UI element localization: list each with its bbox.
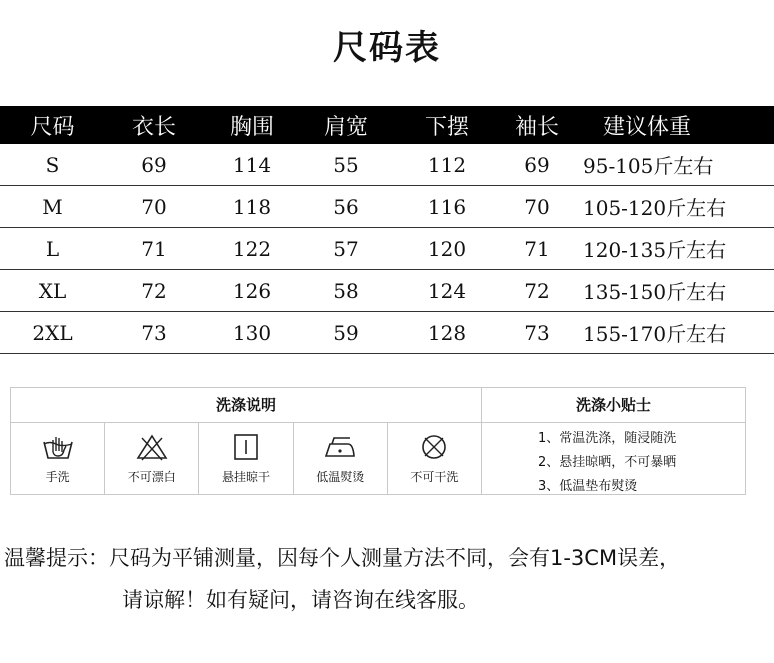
low-iron-icon xyxy=(322,432,358,462)
table-cell: 69 xyxy=(105,144,203,186)
table-cell: 118 xyxy=(203,186,301,228)
table-cell: 57 xyxy=(301,228,391,270)
table-cell: 112 xyxy=(391,144,503,186)
table-cell: 120 xyxy=(391,228,503,270)
care-tip: 3、低温垫布熨烫 xyxy=(538,479,638,494)
table-cell: 72 xyxy=(105,270,203,312)
table-cell: 124 xyxy=(391,270,503,312)
care-tips-list xyxy=(482,423,745,499)
table-cell: 56 xyxy=(301,186,391,228)
table-row xyxy=(0,312,774,354)
table-header-row xyxy=(0,106,774,144)
care-tips-title: 洗涤小贴士 xyxy=(482,388,745,423)
header-size: 尺码 xyxy=(0,106,105,144)
care-title: 洗涤说明 xyxy=(11,388,481,423)
table-cell: 73 xyxy=(503,312,571,354)
notice-line-2: 请谅解！如有疑问，请咨询在线客服。 xyxy=(122,588,479,612)
line-dry-icon xyxy=(228,432,264,462)
care-item-line-dry xyxy=(199,423,293,494)
table-cell: L xyxy=(0,228,105,270)
table-cell: 105-120斤左右 xyxy=(571,186,774,228)
size-table xyxy=(0,106,774,354)
table-cell: 155-170斤左右 xyxy=(571,312,774,354)
header-weight: 建议体重 xyxy=(571,106,774,144)
page-title: 尺码表 xyxy=(333,28,441,68)
table-cell: 128 xyxy=(391,312,503,354)
table-cell: XL xyxy=(0,270,105,312)
care-instructions-box xyxy=(10,387,746,495)
care-item-no-bleach xyxy=(105,423,199,494)
header-shoulder: 肩宽 xyxy=(301,106,391,144)
table-cell: 135-150斤左右 xyxy=(571,270,774,312)
table-cell: 59 xyxy=(301,312,391,354)
table-cell: 114 xyxy=(203,144,301,186)
care-icons-row xyxy=(11,423,481,494)
table-cell: 71 xyxy=(503,228,571,270)
care-label: 低温熨烫 xyxy=(316,470,365,484)
no-dry-clean-icon xyxy=(416,432,452,462)
notice-line-1: 温馨提示：尺码为平铺测量，因每个人测量方法不同，会有1-3CM误差， xyxy=(4,546,681,570)
care-tips-panel xyxy=(482,388,745,494)
table-cell: 120-135斤左右 xyxy=(571,228,774,270)
table-cell: 73 xyxy=(105,312,203,354)
care-item-no-dry-clean xyxy=(388,423,481,494)
care-icons-panel xyxy=(11,388,482,494)
table-cell: 71 xyxy=(105,228,203,270)
care-item-low-iron xyxy=(294,423,388,494)
table-cell: 58 xyxy=(301,270,391,312)
care-tip: 2、悬挂晾晒，不可暴晒 xyxy=(538,455,677,470)
table-row xyxy=(0,228,774,270)
table-cell: 70 xyxy=(105,186,203,228)
table-cell: 55 xyxy=(301,144,391,186)
header-sleeve: 袖长 xyxy=(503,106,571,144)
table-cell: 116 xyxy=(391,186,503,228)
care-label: 手洗 xyxy=(45,470,70,484)
notice-text xyxy=(4,537,770,621)
header-length: 衣长 xyxy=(105,106,203,144)
table-cell: 122 xyxy=(203,228,301,270)
care-tip: 1、常温洗涤，随浸随洗 xyxy=(538,431,677,446)
care-item-hand-wash xyxy=(11,423,105,494)
table-cell: 95-105斤左右 xyxy=(571,144,774,186)
table-cell: 69 xyxy=(503,144,571,186)
table-cell: 130 xyxy=(203,312,301,354)
table-cell: M xyxy=(0,186,105,228)
table-cell: 70 xyxy=(503,186,571,228)
header-chest: 胸围 xyxy=(203,106,301,144)
care-label: 不可干洗 xyxy=(410,470,459,484)
care-label: 不可漂白 xyxy=(127,470,176,484)
table-cell: 126 xyxy=(203,270,301,312)
table-cell: 2XL xyxy=(0,312,105,354)
header-hem: 下摆 xyxy=(391,106,503,144)
no-bleach-icon xyxy=(134,432,170,462)
table-row xyxy=(0,186,774,228)
care-label: 悬挂晾干 xyxy=(222,470,271,484)
hand-wash-icon xyxy=(40,432,76,462)
table-row xyxy=(0,270,774,312)
table-cell: S xyxy=(0,144,105,186)
table-cell: 72 xyxy=(503,270,571,312)
table-row xyxy=(0,144,774,186)
